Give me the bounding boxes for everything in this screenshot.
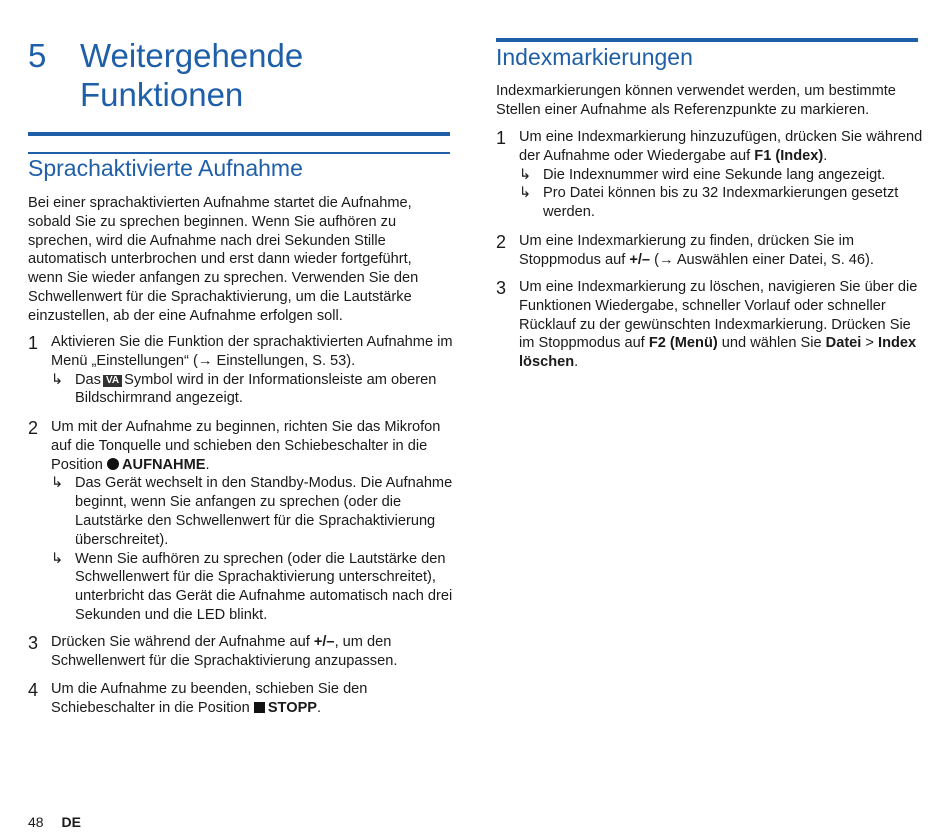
page-footer bbox=[28, 814, 81, 830]
index-intro: Indexmarkierungen können verwendet werden, um bestimmte Stellen einer Aufnahme als Referenzpunkte zu markieren. bbox=[496, 83, 896, 118]
step-number: 1 bbox=[28, 333, 39, 353]
step-result: ↳ Das VA Symbol wird in der Informationsleiste am oberen Bildschirmrand angezeigt. bbox=[51, 371, 437, 407]
step-text: Um eine Indexmarkierung zu löschen, navigieren Sie über die Funktionen Wiedergabe, schneller Vorlauf oder schneller Rücklauf zu der gewünschten Indexmarkierung. Drücken Sie im Stoppmodus auf F2 (Menü) und wählen Sie Datei > Index löschen. bbox=[519, 279, 918, 371]
step-result: ↳ Die Indexnummer wird eine Sekunde lang angezeigt. bbox=[519, 166, 886, 183]
step-result: ↳ Wenn Sie aufhören zu sprechen (oder die Lautstärke den Schwellenwert für die Sprachaktivierung unterschreitet), unterbricht das Gerät die Aufnahme automatisch nach drei Sekunden und die LED blinkt. bbox=[51, 550, 453, 623]
index-step-2 bbox=[496, 232, 926, 270]
step-result: ↳ Pro Datei können bis zu 32 Indexmarkierungen gesetzt werden. bbox=[519, 185, 899, 221]
step-text: Um eine Indexmarkierung zu finden, drücken Sie im Stoppmodus auf +/– (→ Auswählen einer Datei, S. 46). bbox=[519, 233, 874, 268]
step-text: Um eine Indexmarkierung hinzuzufügen, drücken Sie während der Aufnahme oder Wiedergabe auf F1 (Index). bbox=[519, 129, 923, 164]
voice-step-2 bbox=[28, 418, 458, 625]
index-step-3 bbox=[496, 278, 926, 372]
step-number: 3 bbox=[28, 633, 39, 653]
page-number: 48 bbox=[28, 814, 44, 830]
section-rule bbox=[28, 132, 450, 136]
record-dot-icon bbox=[107, 458, 119, 470]
result-arrow-icon: ↳ bbox=[51, 550, 64, 567]
va-icon: VA bbox=[103, 375, 122, 387]
chapter-title-line1: Weitergehende bbox=[80, 37, 304, 74]
result-arrow-icon: ↳ bbox=[519, 166, 532, 183]
section-rule bbox=[496, 38, 918, 42]
index-step-1 bbox=[496, 128, 926, 222]
language-code: DE bbox=[61, 814, 81, 830]
step-text: Um mit der Aufnahme zu beginnen, richten Sie das Mikrofon auf die Tonquelle und schieben den Schiebeschalter in die Position AUFNAHME. bbox=[51, 419, 441, 473]
voice-intro: Bei einer sprachaktivierten Aufnahme startet die Aufnahme, sobald Sie zu sprechen beginnen. Wenn Sie aufhören zu sprechen, wird die Aufnahme nach drei Sekunden Stille automatisch unterbrochen und erst dann wieder fortgeführt, wenn Sie wieder anfangen zu sprechen. Verwenden Sie den Schwellenwert für die Sprachaktivierung, um die Lautstärke einzustellen, ab der eine Aufnahme erfolgen soll. bbox=[28, 195, 419, 324]
result-arrow-icon: ↳ bbox=[51, 371, 64, 388]
result-arrow-icon: ↳ bbox=[519, 185, 532, 202]
section-title-voice: Sprachaktivierte Aufnahme bbox=[28, 155, 303, 181]
step-number: 1 bbox=[496, 128, 507, 148]
result-arrow-icon: ↳ bbox=[51, 475, 64, 492]
step-number: 3 bbox=[496, 278, 507, 298]
step-result: ↳ Das Gerät wechselt in den Standby-Modus. Die Aufnahme beginnt, wenn Sie anfangen zu sprechen (oder die Lautstärke den Schwellenwert für die Sprachaktivierung überschreitet). bbox=[51, 475, 453, 548]
stop-square-icon bbox=[254, 702, 265, 713]
voice-step-1 bbox=[28, 333, 458, 408]
step-text: Aktivieren Sie die Funktion der sprachaktivierten Aufnahme im Menü „Einstellungen“ (→ Einstellungen, S. 53). bbox=[51, 334, 453, 369]
step-number: 2 bbox=[28, 418, 39, 438]
chapter-number: 5 bbox=[28, 37, 47, 74]
step-number: 4 bbox=[28, 680, 39, 700]
voice-step-3 bbox=[28, 633, 458, 671]
step-text: Drücken Sie während der Aufnahme auf +/–, um den Schwellenwert für die Sprachaktivierung anzupassen. bbox=[51, 634, 398, 669]
section-title-index: Indexmarkierungen bbox=[496, 44, 693, 70]
voice-step-4 bbox=[28, 680, 458, 718]
chapter-title bbox=[80, 36, 440, 114]
step-number: 2 bbox=[496, 232, 507, 252]
step-text: Um die Aufnahme zu beenden, schieben Sie den Schiebeschalter in die Position STOPP. bbox=[51, 681, 368, 716]
chapter-title-line2: Funktionen bbox=[80, 76, 244, 113]
